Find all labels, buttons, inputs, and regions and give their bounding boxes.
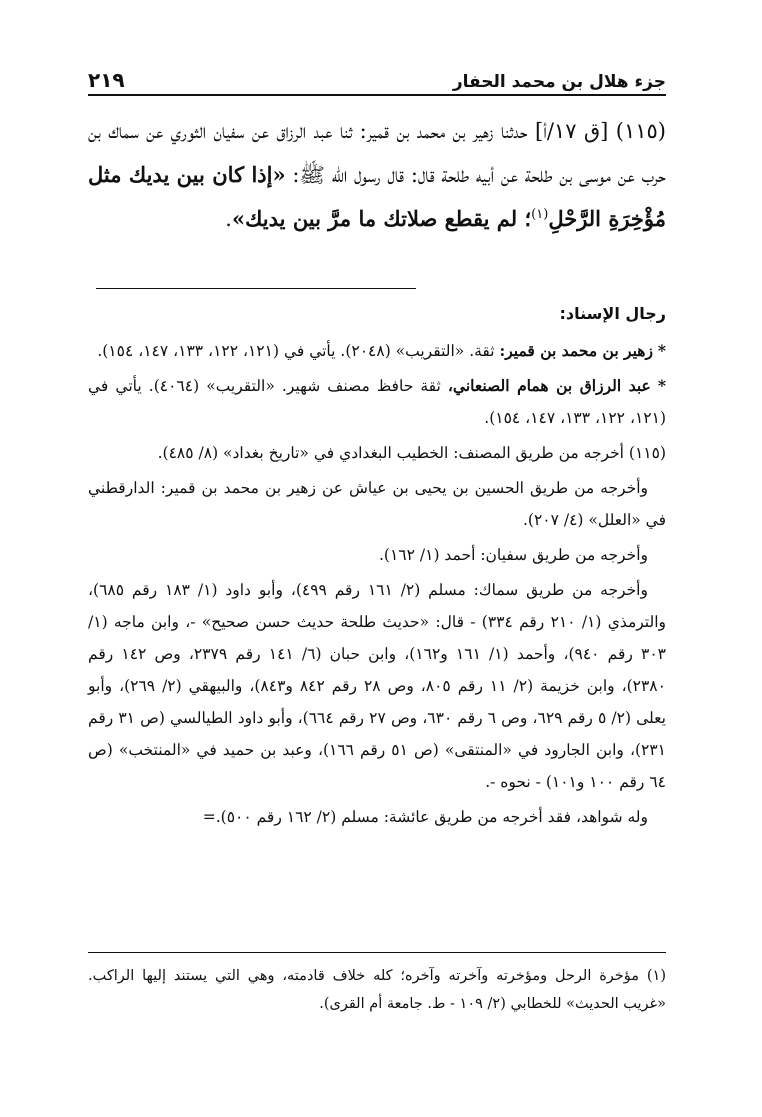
section-title: رجال الإسناد: <box>559 304 666 323</box>
footnote-rule <box>88 952 666 953</box>
narrator-description: ثقة. «التقريب» (٢٠٤٨). يأتي في (١٢١، ١٢٢، ١٣٣، ١٤٧، ١٥٤). <box>97 342 500 360</box>
footnote-marker[interactable]: (١) <box>531 207 549 222</box>
commentary-section <box>88 298 666 836</box>
hadith-end: . <box>225 207 232 231</box>
entry-star: * <box>657 341 666 360</box>
takhrij-paragraph: (١١٥) أخرجه من طريق المصنف: الخطيب البغدادي في «تاريخ بغداد» (٨/ ٤٨٥). <box>157 444 666 462</box>
narrator-entry <box>88 335 666 367</box>
takhrij-paragraph: وأخرجه من طريق سماك: مسلم (٢/ ١٦١ رقم ٤٩٩)، وأبو داود (١/ ١٨٣ رقم ٦٨٥)، والترمذي (١/ ٢١٠ رقم ٣٣٤) - قال: «حديث طلحة حديث حسن صحيح» -، وابن ماجه (١/ ٣٠٣ رقم ٩٤٠)، وأحمد (١/ ١٦١ و١٦٢)، وابن حبان (٦/ ١٤١ رقم ٢٣٧٩، وص ١٤٢ رقم ٢٣٨٠)، وابن خزيمة (٢/ ١١ رقم ٨٠٥، وص ٢٨ رقم ٨٤٢ و٨٤٣)، والبيهقي (٢/ ٢٦٩)، وأبو يعلى (٢/ ٥ رقم ٦٢٩، وص ٦ رقم ٦٣٠، وص ٢٧ رقم ٦٦٤)، وأبو داود الطيالسي (ص ٣١ رقم ٢٣١)، وابن الجارود في «المنتقى» (ص ٥١ رقم ١٦٦)، وعبد بن حميد في «المنتخب» (ص ٦٤ رقم ١٠٠ و١٠١) - نحوه -. <box>88 581 667 791</box>
narrator-name: زهير بن محمد بن قمير: <box>499 341 653 360</box>
narrator-entry <box>88 370 666 434</box>
takhrij-paragraph: وأخرجه من طريق سفيان: أحمد (١/ ١٦٢). <box>378 546 648 564</box>
entry-star: * <box>657 376 666 395</box>
hadith-text <box>88 110 666 241</box>
narrator-name: عبد الرزاق بن همام الصنعاني، <box>447 376 651 395</box>
narrator-description: ثقة حافظ مصنف شهير. «التقريب» (٤٠٦٤). يأتي في (١٢١، ١٢٢، ١٣٣، ١٤٧، ١٥٤). <box>88 377 666 427</box>
page-header <box>88 58 666 92</box>
section-divider <box>96 288 416 289</box>
running-title: جزء هلال بن محمد الحفار <box>452 72 666 92</box>
footnote-section <box>88 962 666 1018</box>
takhrij-paragraph: وأخرجه من طريق الحسين بن يحيى بن عياش عن زهير بن محمد بن قمير: الدارقطني في «العلل» (٤/ ٢٠٧). <box>88 479 666 529</box>
footnote-text: (١) مؤخرة الرحل ومؤخرته وآخرته وآخره؛ كله خلاف قادمته، وهي التي يستند إليها الراكب. «غريب الحديث» للخطابي (٢/ ١٠٩ - ط. جامعة أم القرى). <box>88 968 666 1012</box>
hadith-quote-part1: «إذا كان بين يديك مثل مُؤْخِرَةِ الرَّحْلِ <box>88 162 666 231</box>
takhrij-paragraph: وله شواهد، فقد أخرجه من طريق عائشة: مسلم (٢/ ١٦٢ رقم ٥٠٠).= <box>202 808 648 826</box>
hadith-isnad-text: (١١٥) [ق ١٧/أ] حدثنا زهير بن محمد بن قمير: ثنا عبد الرزاق عن سفيان الثوري عن سماك بن حرب عن موسى بن طلحة عن أبيه طلحة قال: قال رسول الله ﷺ: <box>88 119 667 187</box>
header-rule <box>88 94 666 96</box>
hadith-quote-part2: ؛ لم يقطع صلاتك ما مرَّ بين يديك» <box>231 206 532 231</box>
page-number: ٢١٩ <box>88 68 125 92</box>
